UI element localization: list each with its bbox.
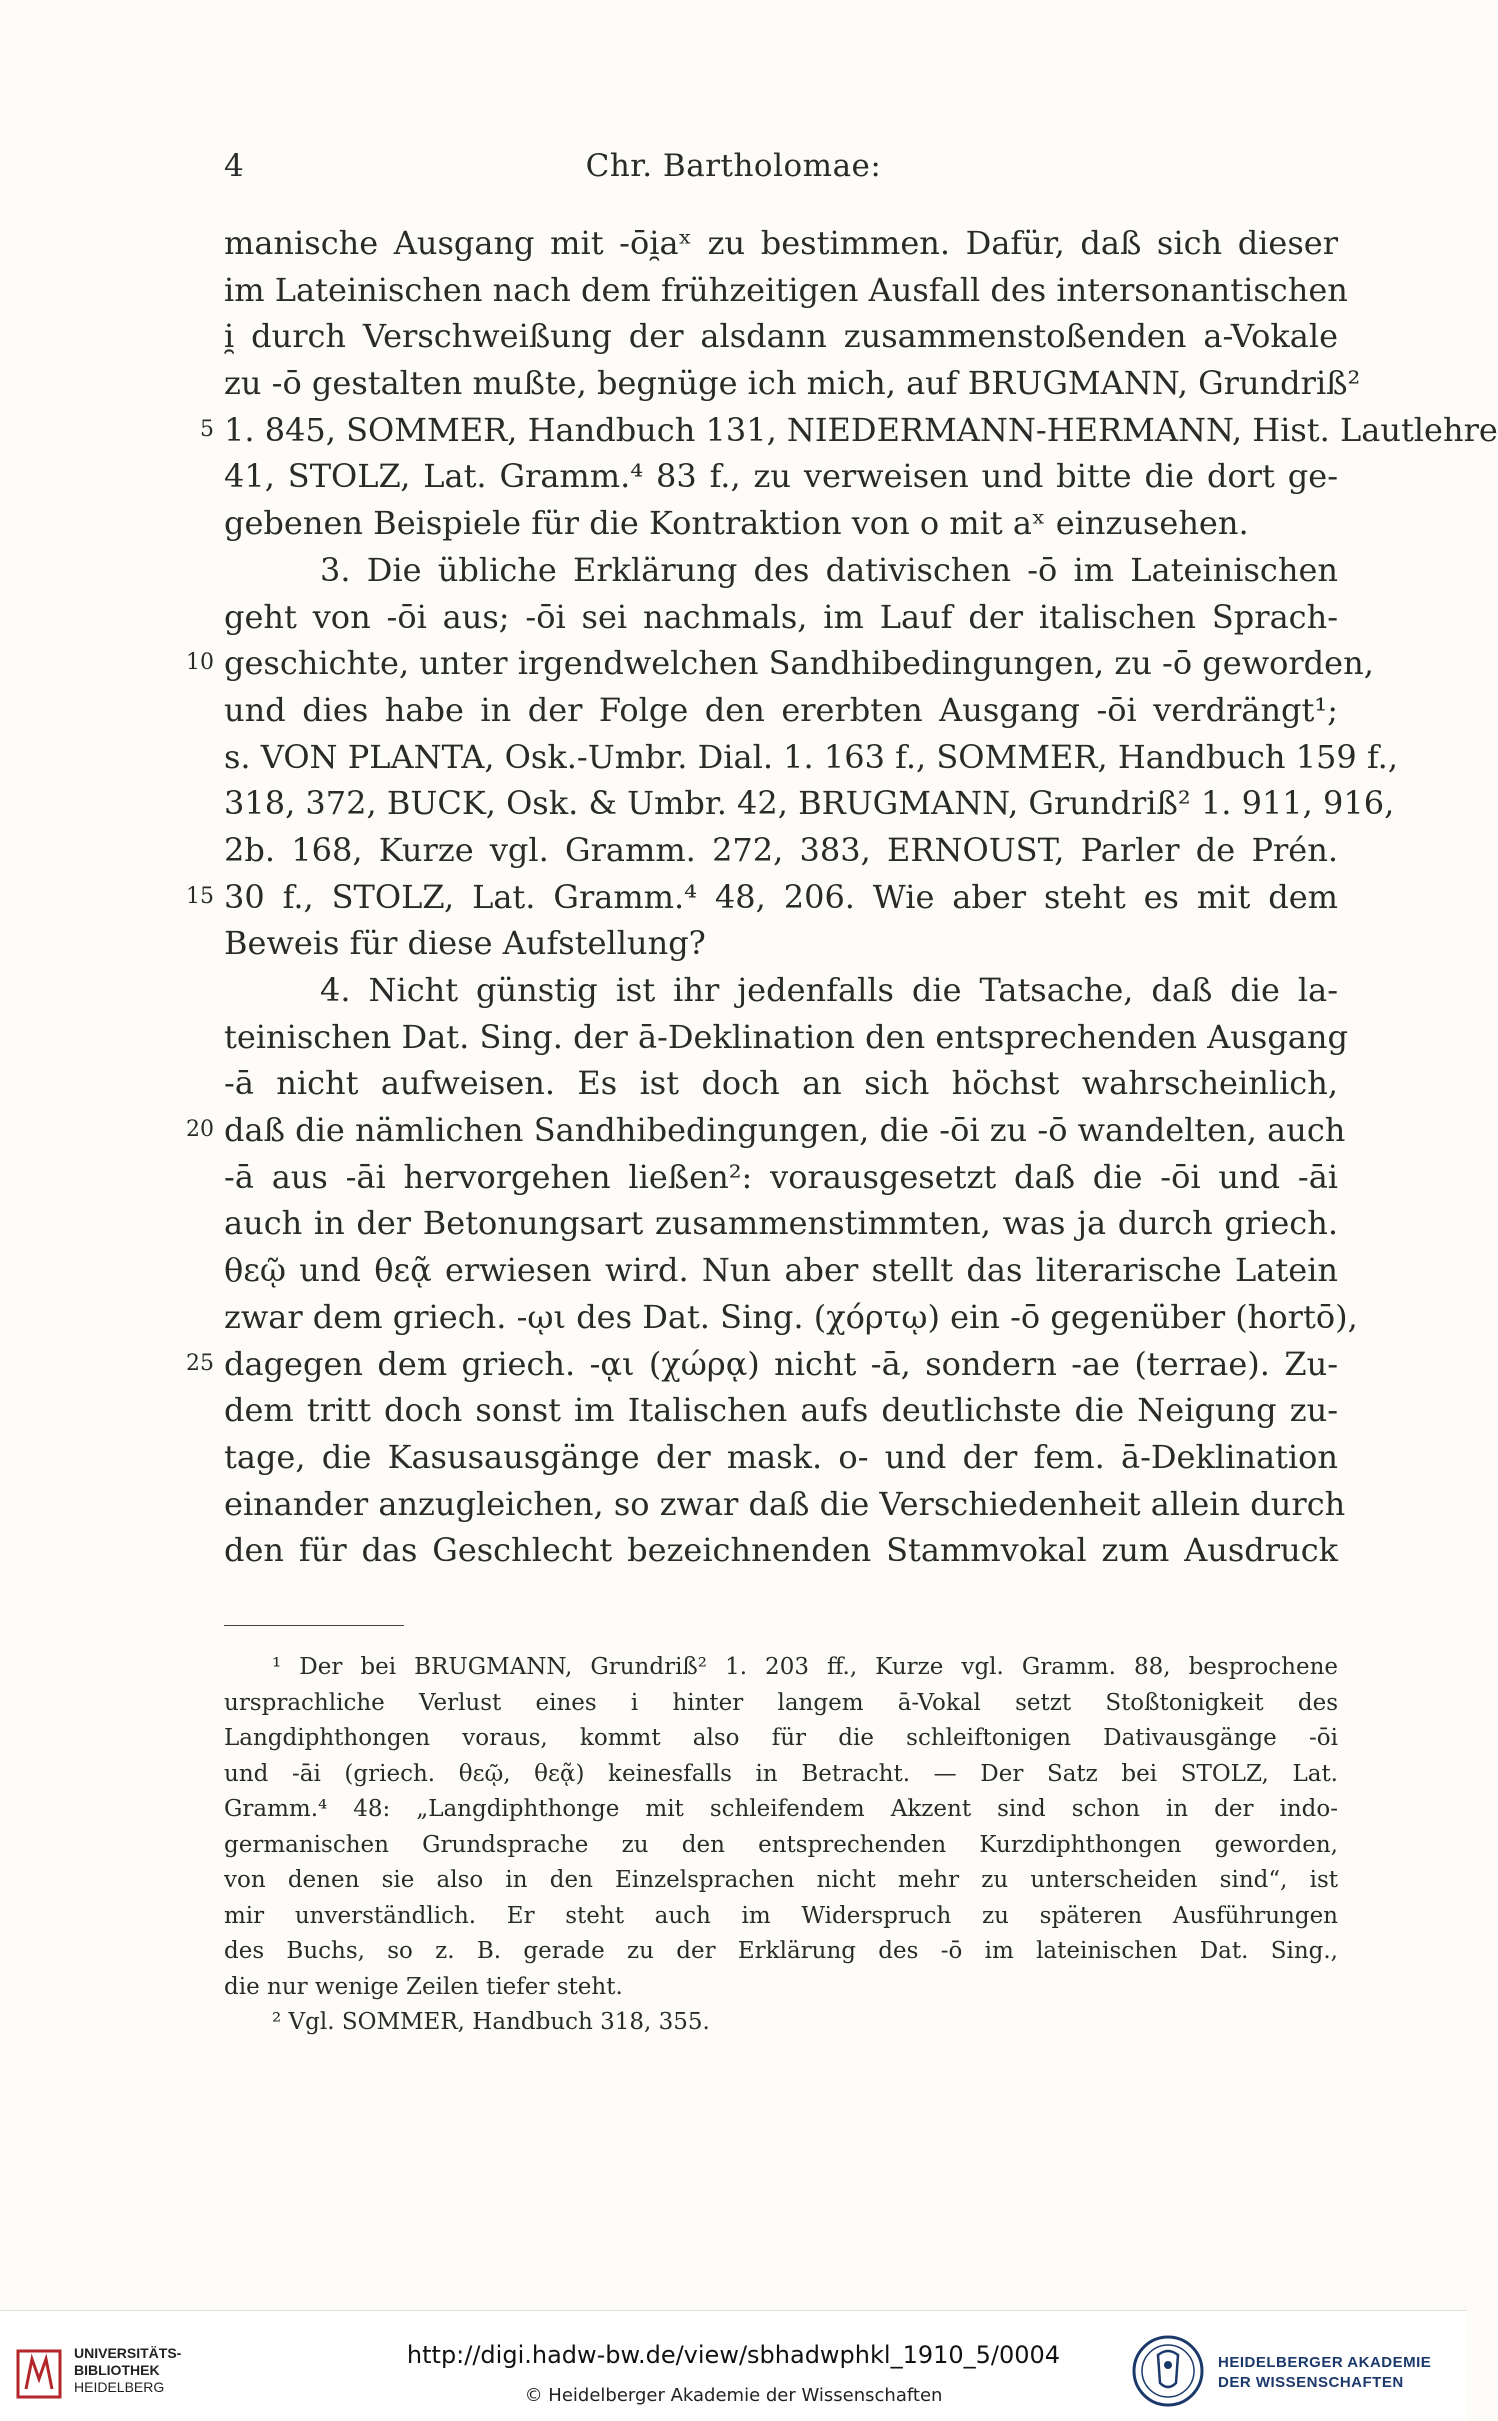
- text-line-content: geht von -ōi aus; -ōi sei nachmals, im Lauf der italischen Sprach-: [224, 597, 1338, 636]
- text-line-content: den für das Geschlecht bezeichnenden Stammvokal zum Ausdruck: [224, 1531, 1338, 1570]
- text-line: [224, 1014, 1348, 1061]
- text-line: [224, 967, 1338, 1014]
- text-line: [224, 780, 1395, 827]
- library-name-line-1: UNIVERSITÄTS-: [74, 2345, 182, 2361]
- page-header: [0, 148, 1467, 188]
- line-number: 25: [186, 1350, 214, 1376]
- text-line-content: -ā nicht aufweisen. Es ist doch an sich höchst wahrscheinlich,: [224, 1064, 1338, 1103]
- text-line: [224, 500, 1338, 547]
- footnote-line: [224, 1686, 1338, 1722]
- text-line: [224, 1247, 1338, 1294]
- footnote-line-content: ² Vgl. SOMMER, Handbuch 318, 355.: [272, 2009, 710, 2035]
- text-line: [224, 920, 1338, 967]
- text-line-content: manische Ausgang mit -ōi̯aˣ zu bestimmen. Dafür, daß sich dieser: [224, 224, 1338, 262]
- footnote-line: [224, 1934, 1338, 1970]
- text-line-content: 1. 845, SOMMER, Handbuch 131, NIEDERMANN-HERMANN, Hist. Lautlehre: [224, 410, 1498, 449]
- text-line: [224, 734, 1398, 781]
- footnote-line: [224, 1828, 1338, 1864]
- footnote-line-content: Gramm.⁴ 48: „Langdiphthonge mit schleifendem Akzent sind schon in der indo-: [224, 1796, 1338, 1822]
- text-line-content: auch in der Betonungsart zusammenstimmten, was ja durch griech.: [224, 1204, 1338, 1243]
- page-number: 4: [224, 148, 244, 184]
- line-number: 5: [200, 416, 214, 442]
- text-line: [224, 1434, 1338, 1481]
- text-line: [224, 267, 1348, 314]
- text-line: [224, 1107, 1346, 1154]
- text-line: [224, 407, 1498, 454]
- footnote-line: [224, 1863, 1338, 1899]
- academy-name-line-1: HEIDELBERGER AKADEMIE: [1218, 2354, 1432, 2371]
- footnote-line: [224, 1792, 1338, 1828]
- footnote-line: [224, 1757, 1338, 1793]
- library-name-line-3: HEIDELBERG: [74, 2379, 165, 2395]
- text-line: [224, 594, 1338, 641]
- text-line-content: 2b. 168, Kurze vgl. Gramm. 272, 383, ERNOUST, Parler de Prén.: [224, 830, 1338, 869]
- text-line-content: 4. Nicht günstig ist ihr jedenfalls die Tatsache, daß die la-: [320, 971, 1338, 1009]
- footnote-line-content: mir unverständlich. Er steht auch im Widerspruch zu späteren Ausführungen: [224, 1902, 1338, 1929]
- text-line-content: und dies habe in der Folge den ererbten Ausgang -ōi verdrängt¹;: [224, 690, 1338, 729]
- text-line: [224, 1341, 1338, 1388]
- viewer-footer: [0, 2310, 1467, 2421]
- academy-logo[interactable]: [1130, 2333, 1460, 2413]
- library-name-line-2: BIBLIOTHEK: [74, 2362, 160, 2378]
- footnote-line: [224, 1899, 1338, 1935]
- text-line: [224, 874, 1338, 921]
- footnote-line-content: ¹ Der bei BRUGMANN, Grundriß² 1. 203 ff., Kurze vgl. Gramm. 88, besprochene: [272, 1654, 1338, 1680]
- text-line: [224, 640, 1374, 687]
- text-line-content: dagegen dem griech. -ᾳι (χώρᾳ) nicht -ā, sondern -ae (terrae). Zu-: [224, 1344, 1338, 1383]
- text-line-content: Beweis für diese Aufstellung?: [224, 924, 706, 963]
- text-line: [224, 547, 1338, 594]
- text-line-content: -ā aus -āi hervorgehen ließen²: vorausgesetzt daß die -ōi und -āi: [224, 1157, 1338, 1196]
- line-number: 20: [186, 1117, 214, 1143]
- footnote-line-content: des Buchs, so z. B. gerade zu der Erklärung des -ō im lateinischen Dat. Sing.,: [224, 1938, 1338, 1964]
- footnote-rule: [224, 1625, 404, 1626]
- text-line: [224, 1060, 1338, 1107]
- footnote-line: [224, 1650, 1338, 1686]
- footnote-line: [224, 1721, 1338, 1757]
- text-line: [224, 1154, 1338, 1201]
- footnote-line-content: ursprachliche Verlust eines i hinter langem ā-Vokal setzt Stoßtonigkeit des: [224, 1689, 1338, 1716]
- text-line-content: dem tritt doch sonst im Italischen aufs deutlichste die Neigung zu-: [224, 1391, 1338, 1430]
- academy-name-line-2: DER WISSENSCHAFTEN: [1218, 2374, 1404, 2391]
- text-line-content: 3. Die übliche Erklärung des dativischen -ō im Lateinischen: [320, 550, 1338, 589]
- document-url-link[interactable]: http://digi.hadw-bw.de/view/sbhadwphkl_1910_5/0004: [406, 2341, 1061, 2369]
- text-line: [224, 1481, 1346, 1528]
- academy-seal-icon: [1130, 2333, 1206, 2409]
- footnote-line-content: die nur wenige Zeilen tiefer steht.: [224, 1973, 623, 2000]
- text-line: [224, 1527, 1338, 1574]
- text-line: [224, 360, 1361, 407]
- text-line-content: einander anzugleichen, so zwar daß die Verschiedenheit allein durch: [224, 1484, 1346, 1523]
- text-line-content: zu -ō gestalten mußte, begnüge ich mich, auf BRUGMANN, Grundriß²: [224, 364, 1361, 403]
- text-line-content: geschichte, unter irgendwelchen Sandhibedingungen, zu -ō geworden,: [224, 644, 1374, 683]
- text-line: [224, 687, 1338, 734]
- main-text: [224, 220, 1498, 1574]
- text-line: [224, 827, 1338, 874]
- footnote-line-content: germanischen Grundsprache zu den entsprechenden Kurzdiphthongen geworden,: [224, 1831, 1338, 1858]
- running-head: Chr. Bartholomae:: [585, 148, 882, 184]
- text-line-content: zwar dem griech. -ῳι des Dat. Sing. (χόρτῳ) ein -ō gegenüber (hortō),: [224, 1297, 1358, 1336]
- footnote-line-content: und -āi (griech. θεῷ, θεᾷ) keinesfalls in Betracht. — Der Satz bei STOLZ, Lat.: [224, 1760, 1338, 1787]
- text-line-content: tage, die Kasusausgänge der mask. o- und der fem. ā-Deklination: [224, 1437, 1338, 1476]
- text-line: [224, 313, 1338, 360]
- footnote-line: [224, 1970, 1338, 2006]
- text-line-content: 318, 372, BUCK, Osk. & Umbr. 42, BRUGMANN, Grundriß² 1. 911, 916,: [224, 784, 1395, 823]
- line-number: 15: [186, 883, 214, 909]
- text-line: [224, 453, 1338, 500]
- text-line-content: teinischen Dat. Sing. der ā-Deklination den entsprechenden Ausgang: [224, 1017, 1348, 1056]
- footnote-line-content: Langdiphthongen voraus, kommt also für die schleiftonigen Dativausgänge -ōi: [224, 1725, 1338, 1751]
- text-line: [224, 1387, 1338, 1434]
- text-line: [224, 1200, 1338, 1247]
- text-line-content: i̯ durch Verschweißung der alsdann zusammenstoßenden a-Vokale: [224, 317, 1338, 356]
- text-line: [224, 220, 1338, 267]
- text-line-content: s. VON PLANTA, Osk.-Umbr. Dial. 1. 163 f., SOMMER, Handbuch 159 f.,: [224, 737, 1398, 776]
- line-number: 10: [186, 650, 214, 676]
- text-line-content: 30 f., STOLZ, Lat. Gramm.⁴ 48, 206. Wie aber steht es mit dem: [224, 877, 1338, 916]
- text-line: [224, 1294, 1358, 1341]
- footnote-line-content: von denen sie also in den Einzelsprachen nicht mehr zu unterscheiden sind“, ist: [224, 1867, 1338, 1893]
- footnotes: [224, 1650, 1338, 2041]
- text-line-content: 41, STOLZ, Lat. Gramm.⁴ 83 f., zu verweisen und bitte die dort ge-: [224, 457, 1338, 496]
- text-line-content: im Lateinischen nach dem frühzeitigen Ausfall des intersonantischen: [224, 270, 1348, 309]
- footnote-line: [224, 2005, 1338, 2041]
- text-line-content: daß die nämlichen Sandhibedingungen, die -ōi zu -ō wandelten, auch: [224, 1111, 1346, 1150]
- text-line-content: θεῷ und θεᾷ erwiesen wird. Nun aber stellt das literarische Latein: [224, 1251, 1338, 1290]
- text-line-content: gebenen Beispiele für die Kontraktion von o mit aˣ einzusehen.: [224, 504, 1249, 543]
- copyright-notice: © Heidelberger Akademie der Wissenschaften: [524, 2385, 943, 2406]
